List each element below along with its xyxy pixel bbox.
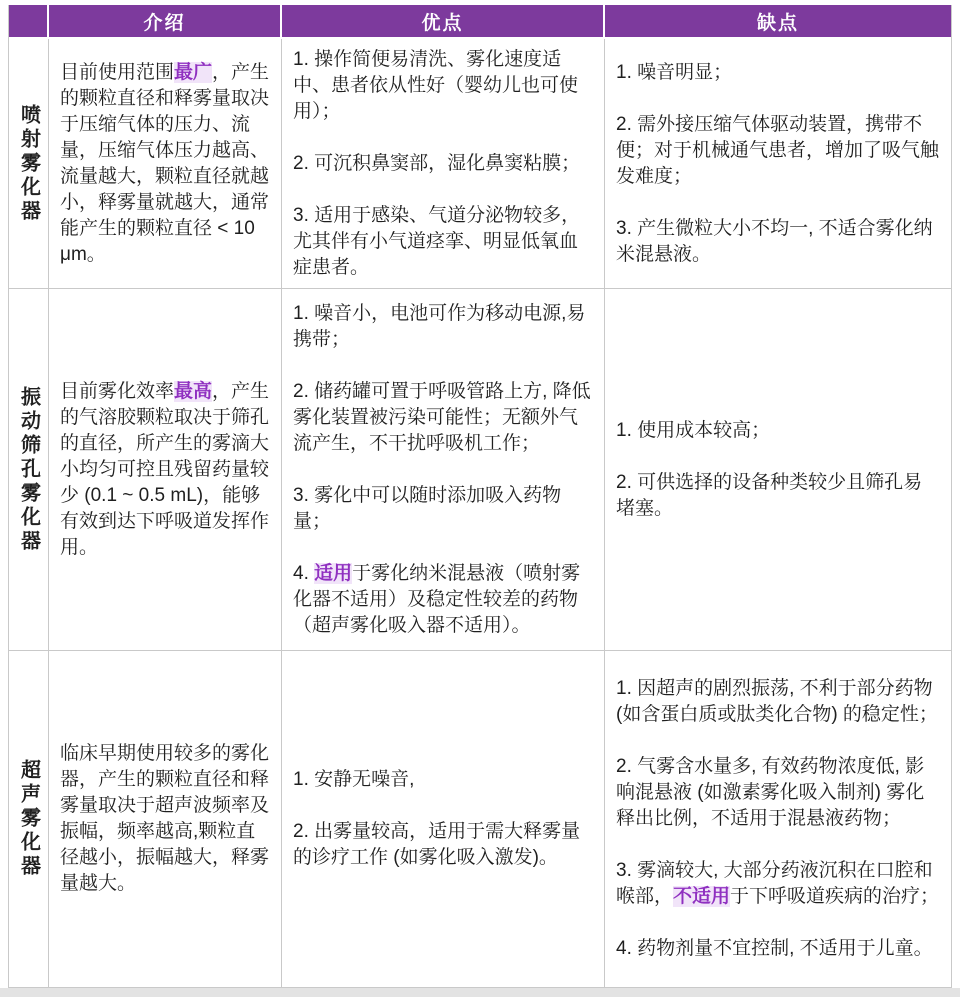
intro-text-ultrasonic: 临床早期使用较多的雾化器，产生的颗粒直径和释雾量取决于超声波频率及振幅，频率越高,颗粒直径越小，振幅越大，释雾量越大。 <box>60 743 270 894</box>
highlighted-text: 不适用 <box>673 886 731 907</box>
intro-cell-jet <box>49 39 282 289</box>
nebulizer-comparison-table <box>8 5 952 988</box>
list-item: 1. 因超声的剧烈振荡, 不利于部分药物 (如含蛋白质或肽类化合物) 的稳定性； <box>616 678 938 725</box>
list-item: 1. 操作简便易清洗、雾化速度适中、患者依从性好（婴幼儿也可使用）； <box>293 48 579 122</box>
list-item: 1. 噪音明显； <box>616 61 733 83</box>
list-item: 2. 需外接压缩气体驱动装置，携带不便；对于机械通气患者，增加了吸气触发难度； <box>616 113 940 187</box>
column-header-pros: 优点 <box>282 5 605 39</box>
list-item: 4. 适用于雾化纳米混悬液（喷射雾化器不适用）及稳定性较差的药物（超声雾化吸入器不适用）。 <box>293 562 581 636</box>
list-item: 4. 药物剂量不宜控制, 不适用于儿童。 <box>616 938 933 959</box>
list-item: 1. 安静无噪音, <box>293 769 415 790</box>
pros-cell-mesh <box>282 289 605 651</box>
list-item: 3. 产生微粒大小不均一, 不适合雾化纳米混悬液。 <box>616 217 933 265</box>
intro-cell-ultrasonic <box>49 651 282 987</box>
cons-cell-mesh <box>605 289 951 651</box>
intro-text-mesh: 目前雾化效率最高，产生的气溶胶颗粒取决于筛孔的直径，所产生的雾滴大小均匀可控且残留药量较少 (0.1 ~ 0.5 mL)，能够有效到达下呼吸道发挥作用。 <box>60 380 270 558</box>
cons-cell-jet <box>605 39 951 289</box>
column-header-intro: 介绍 <box>49 5 282 39</box>
list-item: 2. 可供选择的设备种类较少且筛孔易堵塞。 <box>616 471 923 519</box>
row-label-ultrasonic-nebulizer: 超声雾化器 <box>9 651 49 987</box>
row-label-jet-nebulizer: 喷射雾化器 <box>9 39 49 289</box>
list-item: 3. 雾化中可以随时添加吸入药物量； <box>293 484 562 532</box>
highlighted-text: 适用 <box>314 562 353 584</box>
highlighted-text: 最广 <box>174 61 213 83</box>
list-item: 2. 可沉积鼻窦部，湿化鼻窦粘膜； <box>293 152 581 174</box>
list-item: 1. 噪音小，电池可作为移动电源,易携带； <box>293 302 586 350</box>
list-item: 1. 使用成本较高； <box>616 419 771 441</box>
page-bottom-strip <box>0 988 960 997</box>
row-label-mesh-nebulizer: 振动筛孔雾化器 <box>9 289 49 651</box>
column-header-cons: 缺点 <box>605 5 951 39</box>
highlighted-text: 最高 <box>174 380 213 402</box>
cons-cell-ultrasonic <box>605 651 951 987</box>
pros-cell-ultrasonic <box>282 651 605 987</box>
list-item: 3. 适用于感染、气道分泌物较多，尤其伴有小气道痉挛、明显低氧血症患者。 <box>293 204 581 278</box>
list-item: 2. 气雾含水量多, 有效药物浓度低, 影响混悬液 (如激素雾化吸入制剂) 雾化释出比例，不适用于混悬液药物； <box>616 756 925 829</box>
intro-text-jet: 目前使用范围最广，产生的颗粒直径和释雾量取决于压缩气体的压力、流量，压缩气体压力越高、流量越大，颗粒直径就越小，释雾量就越大，通常能产生的颗粒直径 < 10 μm。 <box>60 61 270 265</box>
list-item: 2. 出雾量较高，适用于需大释雾量的诊疗工作 (如雾化吸入激发)。 <box>293 821 581 868</box>
corner-header-cell <box>9 5 49 39</box>
pros-cell-jet <box>282 39 605 289</box>
list-item: 2. 储药罐可置于呼吸管路上方, 降低雾化装置被污染可能性；无额外气流产生，不干扰呼吸机工作； <box>293 380 591 454</box>
list-item: 3. 雾滴较大, 大部分药液沉积在口腔和喉部，不适用于下呼吸道疾病的治疗； <box>616 860 940 907</box>
intro-cell-mesh <box>49 289 282 651</box>
